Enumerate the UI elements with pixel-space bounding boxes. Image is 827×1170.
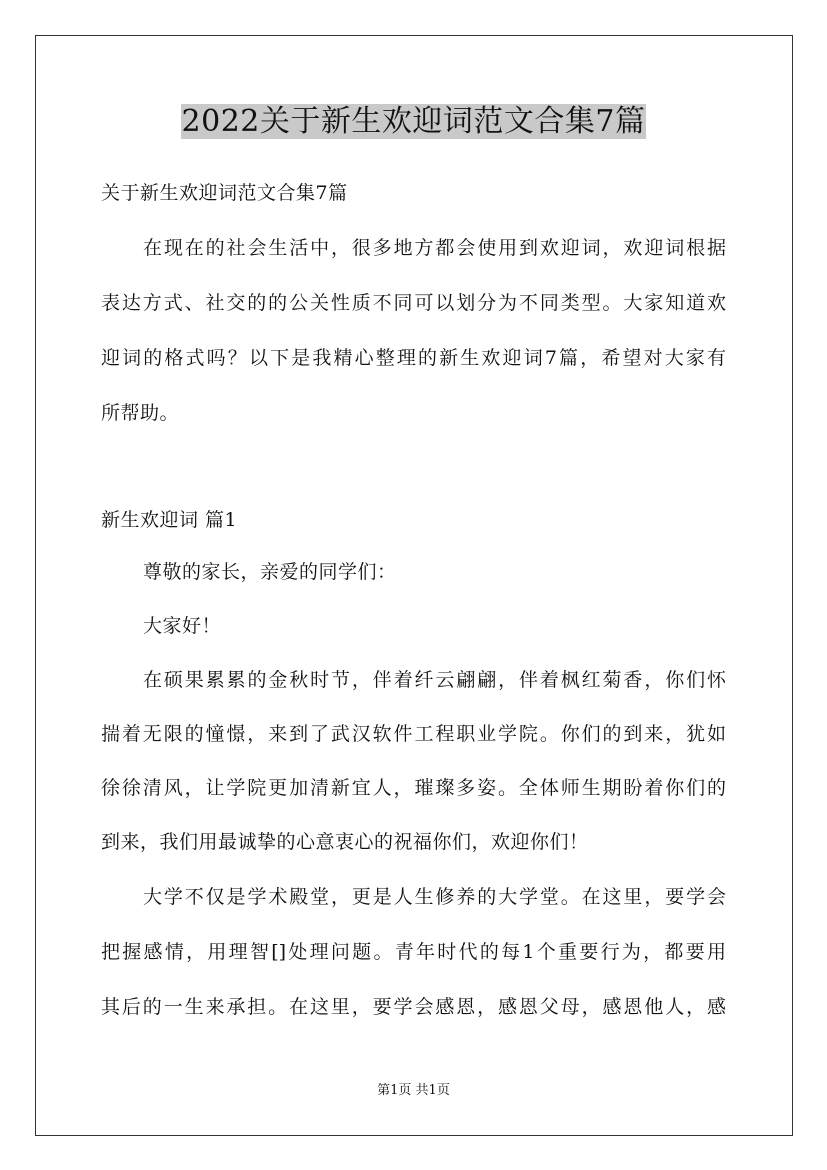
salutation: 尊敬的家长，亲爱的同学们： — [143, 561, 397, 583]
intro-line-3: 迎词的格式吗？以下是我精心整理的新生欢迎词7篇，希望对大家有 — [101, 347, 726, 369]
document-title-text: 2022关于新生欢迎词范文合集7篇 — [181, 104, 646, 139]
page-footer: 第1页 共1页 — [377, 1083, 450, 1098]
intro-line-1: 在现在的社会生活中，很多地方都会使用到欢迎词，欢迎词根据 — [143, 237, 726, 259]
intro-line-4: 所帮助。 — [101, 402, 180, 424]
paragraph1-line-2: 揣着无限的憧憬，来到了武汉软件工程职业学院。你们的到来，犹如 — [101, 723, 726, 745]
paragraph2-line-3: 其后的一生来承担。在这里，要学会感恩，感恩父母，感恩他人，感 — [101, 996, 726, 1018]
document-title — [0, 100, 827, 144]
paragraph2-line-2: 把握感情，用理智[]处理问题。青年时代的每1个重要行为，都要用 — [101, 941, 726, 963]
paragraph1-line-1: 在硕果累累的金秋时节，伴着纤云翩翩，伴着枫红菊香，你们怀 — [143, 669, 726, 691]
document-subtitle: 关于新生欢迎词范文合集7篇 — [101, 182, 348, 204]
paragraph2-line-1: 大学不仅是学术殿堂，更是人生修养的大学堂。在这里，要学会 — [143, 886, 726, 908]
greeting: 大家好！ — [143, 615, 222, 637]
paragraph1-line-4: 到来，我们用最诚挚的心意衷心的祝福你们，欢迎你们！ — [101, 831, 589, 853]
section-heading: 新生欢迎词 篇1 — [101, 509, 238, 531]
intro-line-2: 表达方式、社交的的公关性质不同可以划分为不同类型。大家知道欢 — [101, 292, 726, 314]
paragraph1-line-3: 徐徐清风，让学院更加清新宜人，璀璨多姿。全体师生期盼着你们的 — [101, 777, 726, 799]
